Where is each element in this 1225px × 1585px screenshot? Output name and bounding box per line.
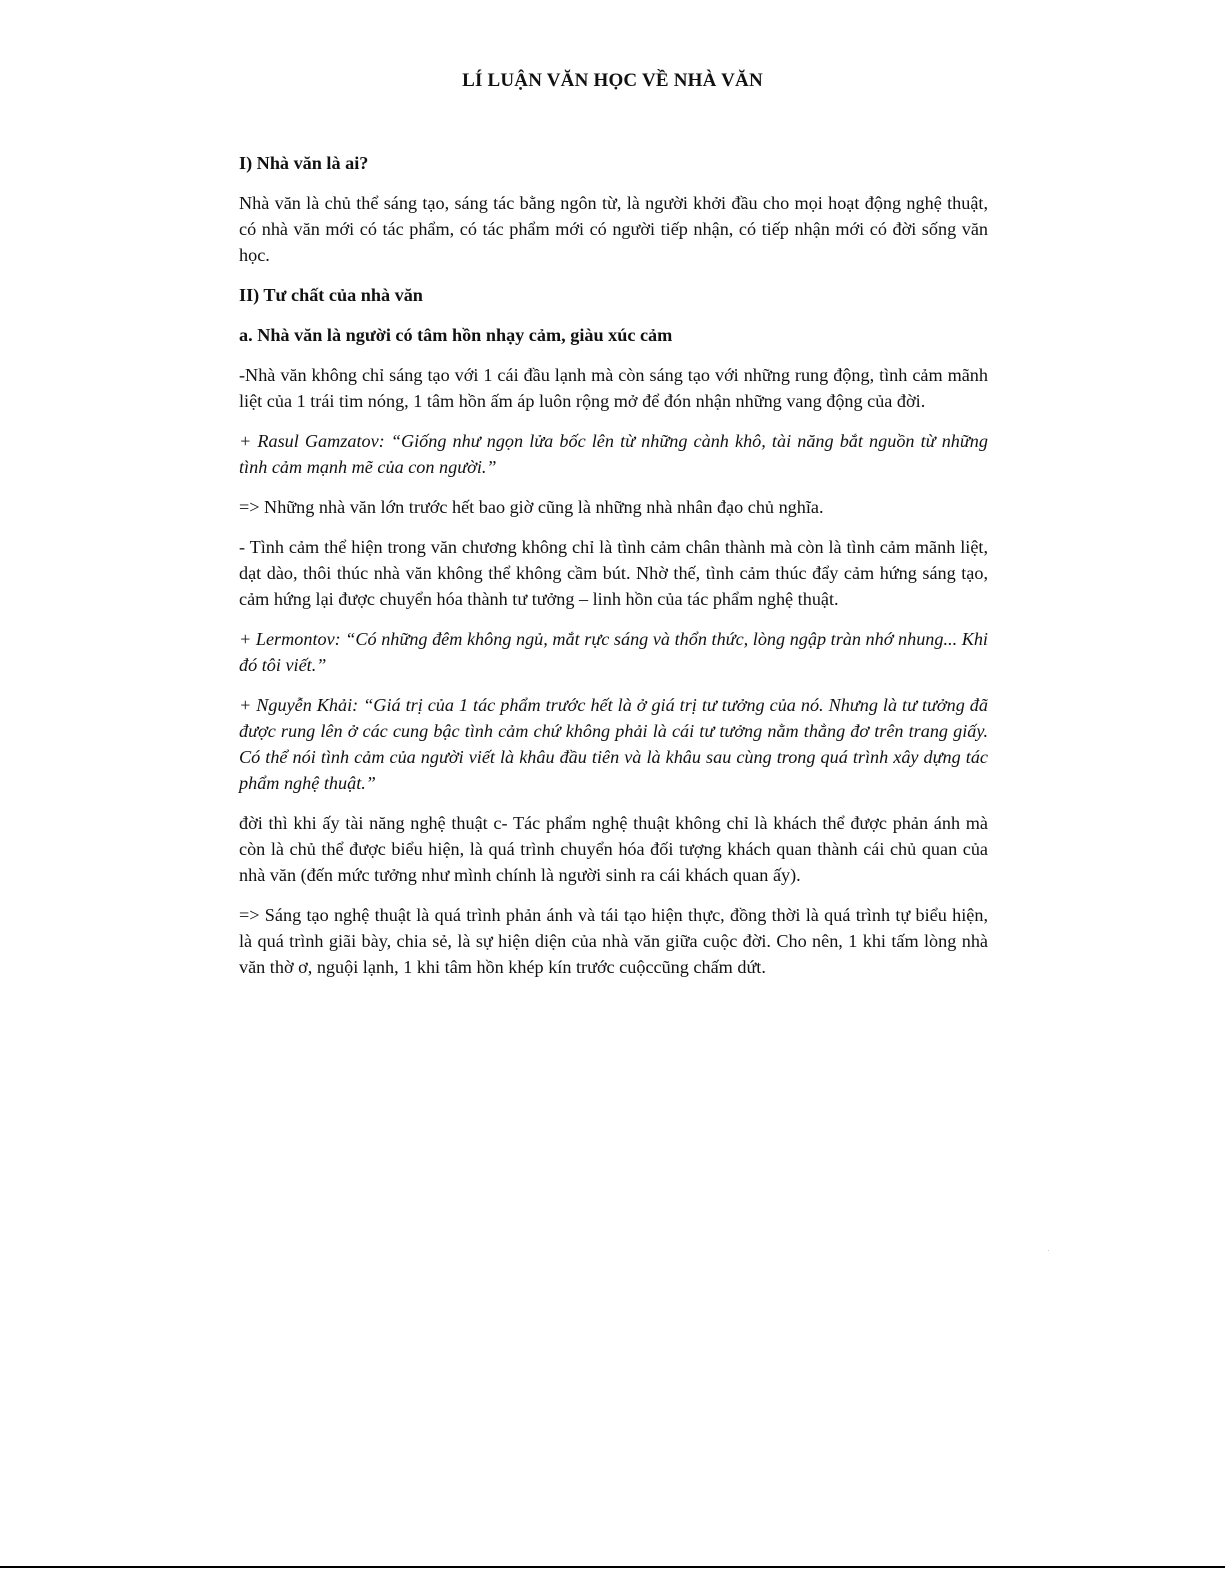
page-bottom-rule <box>0 1566 1225 1568</box>
document-body <box>239 150 988 994</box>
paragraph-feeling: - Tình cảm thể hiện trong văn chương không chỉ là tình cảm chân thành mà còn là tình cảm mãnh liệt, dạt dào, thôi thúc nhà văn không thể không cầm bút. Nhờ thế, tình cảm thúc đẩy cảm hứng sáng tạo, cảm hứng lại được chuyển hóa thành tư tưởng – linh hồn của tác phẩm nghệ thuật. <box>239 537 988 609</box>
section-1-paragraph: Nhà văn là chủ thể sáng tạo, sáng tác bằng ngôn từ, là người khởi đầu cho mọi hoạt động nghệ thuật, có nhà văn mới có tác phẩm, có tác phẩm mới có người tiếp nhận, có tiếp nhận mới có đời sống văn học. <box>239 193 988 265</box>
quote-nguyen-khai: + Nguyễn Khải: “Giá trị của 1 tác phẩm trước hết là ở giá trị tư tưởng của nó. Nhưng là tư tưởng đã được rung lên ở các cung bậc tình cảm chứ không phải là cái tư tưởng nằm thẳng đơ trên trang giấy. Có thể nói tình cảm của người viết là khâu đầu tiên và là khâu sau cùng trong quá trình xây dựng tác phẩm nghệ thuật.” <box>239 695 988 793</box>
scan-speck <box>1048 1250 1049 1251</box>
paragraph-artwork: đời thì khi ấy tài năng nghệ thuật c- Tác phẩm nghệ thuật không chỉ là khách thể được phản ánh mà còn là chủ thể được biểu hiện, là quá trình chuyển hóa đối tượng khách quan thành cái chủ quan của nhà văn (đến mức tưởng như mình chính là người sinh ra cái khách quan ấy). <box>239 813 988 885</box>
quote-lermontov: + Lermontov: “Có những đêm không ngủ, mắt rực sáng và thổn thức, lòng ngập tràn nhớ nhung... Khi đó tôi viết.” <box>239 629 988 675</box>
paragraph-emotion: -Nhà văn không chỉ sáng tạo với 1 cái đầu lạnh mà còn sáng tạo với những rung động, tình cảm mãnh liệt của 1 trái tim nóng, 1 tâm hồn ấm áp luôn rộng mở để đón nhận những vang động của đời. <box>239 365 988 411</box>
conclusion-humanist: => Những nhà văn lớn trước hết bao giờ cũng là những nhà nhân đạo chủ nghĩa. <box>239 497 824 517</box>
conclusion-creation: => Sáng tạo nghệ thuật là quá trình phản ánh và tái tạo hiện thực, đồng thời là quá trình tự biểu hiện, là quá trình giãi bày, chia sẻ, là sự hiện diện của nhà văn giữa cuộc đời. Cho nên, 1 khi tấm lòng nhà văn thờ ơ, nguội lạnh, 1 khi tâm hồn khép kín trước cuộccũng chấm dứt. <box>239 905 988 977</box>
document-title: LÍ LUẬN VĂN HỌC VỀ NHÀ VĂN <box>462 70 763 91</box>
quote-gamzatov: + Rasul Gamzatov: “Giống như ngọn lửa bốc lên từ những cành khô, tài năng bắt nguồn từ những tình cảm mạnh mẽ của con người.” <box>239 431 988 477</box>
section-2-heading: II) Tư chất của nhà văn <box>239 285 423 305</box>
section-1-heading: I) Nhà văn là ai? <box>239 153 369 173</box>
section-2a-subheading: a. Nhà văn là người có tâm hồn nhạy cảm, giàu xúc cảm <box>239 325 673 345</box>
